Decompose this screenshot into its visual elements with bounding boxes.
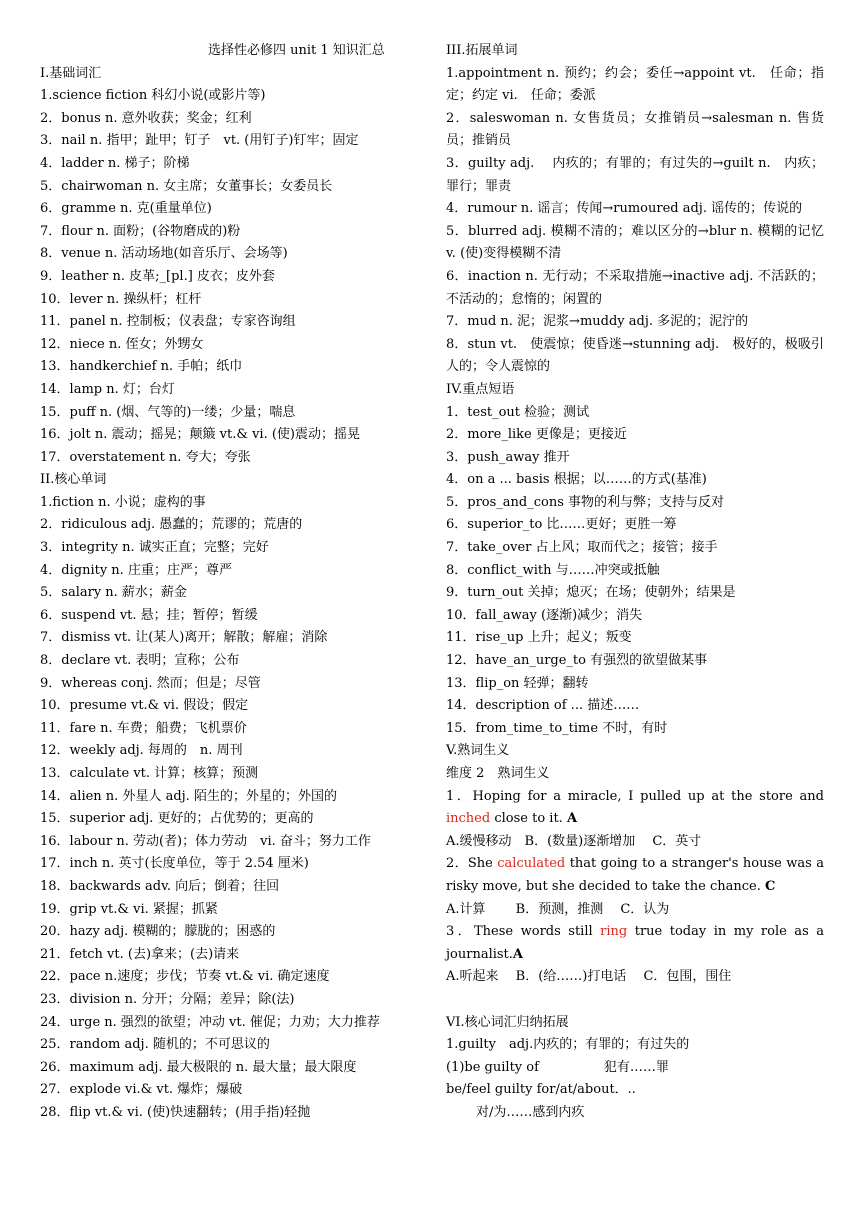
phrase-item: 13．flip_on 轻弹；翻转 bbox=[446, 675, 589, 691]
vocab-item: 11．panel n. 控制板；仪表盘；专家咨询组 bbox=[40, 314, 296, 330]
answer-1: A bbox=[566, 811, 578, 827]
phrase-item: 2．more_like 更像是；更接近 bbox=[446, 427, 627, 443]
vocab-item: 28．flip vt.& vi. (使)快速翻转；(用手指)轻抛 bbox=[40, 1104, 311, 1120]
core-words-list bbox=[40, 492, 418, 1125]
vocab-item: 23．division n. 分开；分隔；差异；除(法) bbox=[40, 991, 295, 1007]
options-1: A.缓慢移动 B．(数量)逐渐增加 C．英寸 bbox=[446, 833, 702, 849]
vocab-item: 18．backwards adv. 向后；倒着；往回 bbox=[40, 878, 280, 894]
vocab-item: 11．fare n. 车费；船费；飞机票价 bbox=[40, 720, 247, 736]
vocab-item: 1.science fiction 科幻小说(或影片等) bbox=[40, 88, 266, 104]
page-title: 选择性必修四 unit 1 知识汇总 bbox=[208, 43, 385, 58]
extended-word-item: 1.appointment n. 预约；约会；委任→appoint vt. 任命；指定；约定 vi. 任命；委派 bbox=[446, 65, 824, 104]
extended-word-item: 8．stun vt. 使震惊；使昏迷→stunning adj. 极好的，极吸引人的；令人震惊的 bbox=[446, 336, 824, 375]
vocab-item: 22．pace n.速度；步伐；节奏 vt.& vi. 确定速度 bbox=[40, 969, 330, 985]
guilty-usage-1: (1)be guilty of 犯有……罪 bbox=[446, 1059, 669, 1075]
extended-word-item: 4．rumour n. 谣言；传闻→rumoured adj. 谣传的；传说的 bbox=[446, 201, 803, 217]
phrase-item: 5．pros_and_cons 事物的利与弊；支持与反对 bbox=[446, 494, 725, 510]
highlight-word-ring: ring bbox=[600, 924, 628, 940]
answer-3: A bbox=[512, 946, 524, 962]
vocab-item: 10．presume vt.& vi. 假设；假定 bbox=[40, 698, 249, 714]
phrase-item: 11．rise_up 上升；起义；叛变 bbox=[446, 630, 632, 646]
key-phrases-list bbox=[446, 402, 824, 741]
vocab-item: 16．labour n. 劳动(者)；体力劳动 vi. 奋斗；努力工作 bbox=[40, 833, 371, 849]
extended-word-item: 6．inaction n. 无行动；不采取措施→inactive adj. 不活跃的；不活动的；怠惰的；闲置的 bbox=[446, 268, 824, 307]
vocab-item: 5．salary n. 薪水；薪金 bbox=[40, 585, 187, 601]
question-3: 3．These words still ring true today in my role as a journalist.A bbox=[446, 924, 824, 962]
vocab-item: 17．overstatement n. 夸大；夸张 bbox=[40, 449, 251, 465]
vocab-item: 2．bonus n. 意外收获；奖金；红利 bbox=[40, 110, 252, 126]
extended-word-item: 2．saleswoman n. 女售货员；女推销员→salesman n. 售货员；推销员 bbox=[446, 110, 824, 149]
vocab-item: 25．random adj. 随机的；不可思议的 bbox=[40, 1037, 270, 1053]
vocab-item: 15．puff n. (烟、气等的)一缕；少量；喘息 bbox=[40, 404, 296, 420]
vocab-item: 20．hazy adj. 模糊的；朦胧的；困惑的 bbox=[40, 924, 276, 940]
vocab-item: 19．grip vt.& vi. 紧握；抓紧 bbox=[40, 901, 218, 917]
phrase-item: 7．take_over 占上风；取而代之；接管；接手 bbox=[446, 540, 718, 556]
extended-words-list bbox=[446, 63, 838, 379]
highlight-word-inched: inched bbox=[446, 811, 491, 827]
spacer bbox=[446, 989, 824, 1012]
vocab-item: 6．gramme n. 克(重量单位) bbox=[40, 201, 212, 217]
right-column bbox=[446, 40, 838, 1125]
vocab-item: 6．suspend vt. 悬；挂；暂停；暂缓 bbox=[40, 607, 258, 623]
highlight-word-calculated: calculated bbox=[497, 856, 566, 872]
guilty-usage-2-meaning: 对/为……感到内疚 bbox=[476, 1104, 585, 1120]
phrase-item: 12．have_an_urge_to 有强烈的欲望做某事 bbox=[446, 653, 708, 669]
vocab-item: 8．venue n. 活动场地(如音乐厅、会场等) bbox=[40, 246, 288, 262]
vocab-item: 3．integrity n. 诚实正直；完整；完好 bbox=[40, 540, 269, 556]
vocab-item: 17．inch n. 英寸(长度单位，等于 2.54 厘米) bbox=[40, 856, 309, 872]
vocab-item: 8．declare vt. 表明；宣称；公布 bbox=[40, 653, 240, 669]
vocab-item: 5．chairwoman n. 女主席；女董事长；女委员长 bbox=[40, 178, 333, 194]
vocab-item: 12．weekly adj. 每周的 n. 周刊 bbox=[40, 743, 243, 759]
vocab-item: 26．maximum adj. 最大极限的 n. 最大量；最大限度 bbox=[40, 1059, 357, 1075]
vocab-item: 9．whereas conj. 然而；但是；尽管 bbox=[40, 675, 261, 691]
phrase-item: 6．superior_to 比……更好；更胜一筹 bbox=[446, 517, 677, 533]
vocab-item: 21．fetch vt. (去)拿来；(去)请来 bbox=[40, 946, 240, 962]
vocab-item: 9．leather n. 皮革;_[pl.] 皮衣；皮外套 bbox=[40, 268, 275, 284]
section-heading-extended-words: III.拓展单词 bbox=[446, 43, 518, 58]
extended-word-item: 5．blurred adj. 模糊不清的；难以区分的→blur n. 模糊的记忆 v. (使)变得模糊不清 bbox=[446, 223, 838, 262]
extended-word-item: 7．mud n. 泥；泥浆→muddy adj. 多泥的；泥泞的 bbox=[446, 314, 749, 330]
question-2: 2．She calculated that going to a stranger's house was a risky move, but she decided to take the chance. C bbox=[446, 856, 824, 894]
guilty-definition: 1.guilty adj.内疚的；有罪的；有过失的 bbox=[446, 1037, 690, 1053]
section-heading-key-phrases: IV.重点短语 bbox=[446, 381, 515, 397]
vocab-item: 10．lever n. 操纵杆；杠杆 bbox=[40, 291, 202, 307]
phrase-item: 10．fall_away (逐渐)减少；消失 bbox=[446, 607, 643, 623]
phrase-item: 8．conflict_with 与……冲突或抵触 bbox=[446, 562, 660, 578]
vocab-item: 1.fiction n. 小说；虚构的事 bbox=[40, 494, 206, 510]
options-3: A.听起来 B．(给……)打电话 C．包围，围住 bbox=[446, 969, 732, 985]
options-2: A.计算 B．预测，推测 C．认为 bbox=[446, 901, 670, 917]
vocab-item: 4．dignity n. 庄重；庄严；尊严 bbox=[40, 562, 232, 578]
extended-word-item: 3．guilty adj. 内疚的；有罪的；有过失的→guilt n. 内疚；罪行；罪责 bbox=[446, 155, 824, 194]
phrase-item: 1．test_out 检验；测试 bbox=[446, 404, 590, 420]
vocab-item: 3．nail n. 指甲；趾甲；钉子 vt. (用钉子)钉牢；固定 bbox=[40, 133, 359, 149]
phrase-item: 9．turn_out 关掉；熄灭；在场；使朝外；结果是 bbox=[446, 585, 736, 601]
vocab-item: 27．explode vi.& vt. 爆炸；爆破 bbox=[40, 1082, 243, 1098]
basic-vocab-list bbox=[40, 85, 418, 469]
vocab-item: 7．dismiss vt. 让(某人)离开；解散；解雇；消除 bbox=[40, 630, 328, 646]
section-heading-basic-vocab: I.基础词汇 bbox=[40, 65, 102, 81]
left-column bbox=[40, 40, 418, 1125]
vocab-item: 13．calculate vt. 计算；核算；预测 bbox=[40, 766, 259, 781]
subheading-new-meanings: 维度 2 熟词生义 bbox=[446, 766, 550, 781]
vocab-item: 24．urge n. 强烈的欲望；冲动 vt. 催促；力劝；大力推荐 bbox=[40, 1014, 380, 1030]
vocab-item: 2．ridiculous adj. 愚蠢的；荒谬的；荒唐的 bbox=[40, 517, 303, 533]
section-heading-new-meanings: V.熟词生义 bbox=[446, 743, 510, 759]
vocab-item: 14．lamp n. 灯；台灯 bbox=[40, 381, 175, 397]
question-1: 1．Hoping for a miracle, I pulled up at the store and inched close to it. A bbox=[446, 788, 824, 827]
vocab-item: 15．superior adj. 更好的；占优势的；更高的 bbox=[40, 811, 314, 827]
phrase-item: 14．description of ... 描述…… bbox=[446, 698, 640, 714]
vocab-item: 14．alien n. 外星人 adj. 陌生的；外星的；外国的 bbox=[40, 788, 337, 804]
section-heading-core-vocab-expansion: VI.核心词汇归纳拓展 bbox=[446, 1014, 569, 1030]
answer-2: C bbox=[765, 878, 776, 894]
phrase-item: 4．on a ... basis 根据；以……的方式(基准) bbox=[446, 472, 707, 488]
vocab-item: 4．ladder n. 梯子；阶梯 bbox=[40, 155, 190, 171]
guilty-usage-2: be/feel guilty for/at/about．.. bbox=[446, 1082, 636, 1098]
section-heading-core-words: II.核心单词 bbox=[40, 472, 107, 488]
phrase-item: 3．push_away 推开 bbox=[446, 449, 570, 465]
vocab-item: 13．handkerchief n. 手帕；纸巾 bbox=[40, 359, 243, 375]
vocab-item: 16．jolt n. 震动；摇晃；颠簸 vt.& vi. (使)震动；摇晃 bbox=[40, 427, 360, 443]
vocab-item: 12．niece n. 侄女；外甥女 bbox=[40, 336, 204, 352]
phrase-item: 15．from_time_to_time 不时，有时 bbox=[446, 720, 668, 736]
vocab-item: 7．flour n. 面粉；(谷物磨成的)粉 bbox=[40, 223, 241, 239]
